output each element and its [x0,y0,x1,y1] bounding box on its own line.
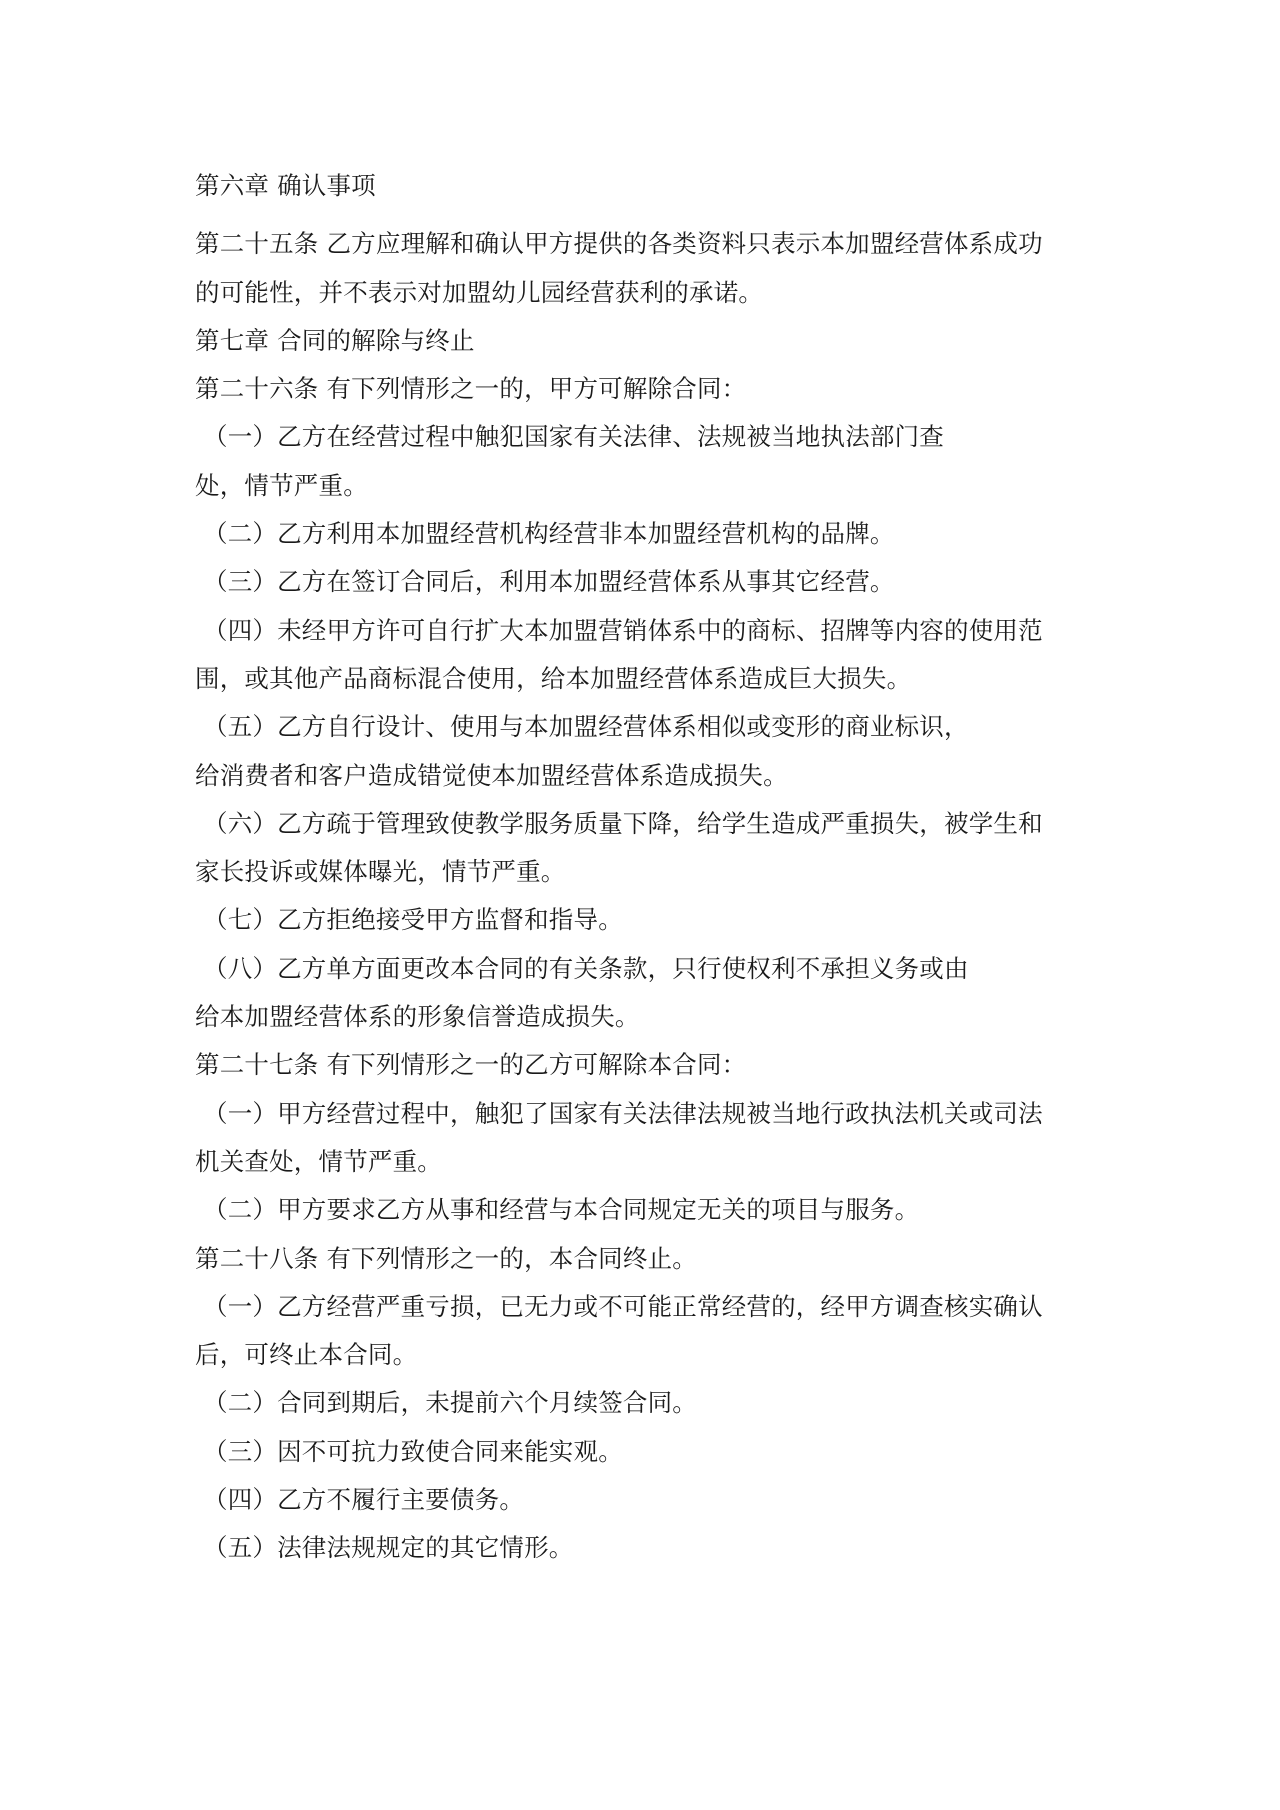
article-28-item-4: （四）乙方不履行主要债务。 [203,1485,525,1515]
article-28-item-3: （三）因不可抗力致使合同来能实观。 [203,1436,623,1466]
document-body [195,162,1100,1573]
article-26-item-6-line-2: 家长投诉或媒体曝光，情节严重。 [195,857,566,887]
article-26-item-7: （七）乙方拒绝接受甲方监督和指导。 [203,905,623,935]
article-25-line-1: 第二十五条 乙方应理解和确认甲方提供的各类资料只表示本加盟经营体系成功 [195,229,1043,259]
article-27-item-1-line-1: （一）甲方经营过程中，触犯了国家有关法律法规被当地行政执法机关或司法 [203,1098,1043,1128]
article-27-item-1-line-2: 机关查处，情节严重。 [195,1146,442,1176]
article-26-item-6-line-1: （六）乙方疏于管理致使教学服务质量下降，给学生造成严重损失，被学生和 [203,808,1043,838]
article-26-item-1-line-2: 处，情节严重。 [195,470,368,500]
article-28-heading: 第二十八条 有下列情形之一的，本合同终止。 [195,1243,697,1273]
article-26-heading: 第二十六条 有下列情形之一的，甲方可解除合同： [195,374,747,404]
article-26-item-8-line-1: （八）乙方单方面更改本合同的有关条款，只行使权利不承担义务或由 [203,953,969,983]
article-26-item-1-line-1: （一）乙方在经营过程中触犯国家有关法律、法规被当地执法部门查 [203,422,944,452]
article-27-item-2: （二）甲方要求乙方从事和经营与本合同规定无关的项目与服务。 [203,1195,920,1225]
article-28-item-1-line-1: （一）乙方经营严重亏损，已无力或不可能正常经营的，经甲方调查核实确认 [203,1291,1043,1321]
article-26-item-2: （二）乙方利用本加盟经营机构经营非本加盟经营机构的品牌。 [203,519,895,549]
article-28-item-2: （二）合同到期后，未提前六个月续签合同。 [203,1388,697,1418]
article-27-heading: 第二十七条 有下列情形之一的乙方可解除本合同： [195,1050,747,1080]
article-26-item-5-line-2: 给消费者和客户造成错觉使本加盟经营体系造成损失。 [195,760,788,790]
article-28-item-1-line-2: 后，可终止本合同。 [195,1340,418,1370]
chapter-six-heading: 第六章 确认事项 [195,171,376,200]
article-26-item-8-line-2: 给本加盟经营体系的形象信誉造成损失。 [195,1002,640,1032]
chapter-seven-heading: 第七章 合同的解除与终止 [195,325,475,355]
article-26-item-3: （三）乙方在签订合同后，利用本加盟经营体系从事其它经营。 [203,567,895,597]
article-26-item-4-line-2: 围，或其他产品商标混合使用，给本加盟经营体系造成巨大损失。 [195,663,912,693]
article-25-line-2: 的可能性，并不表示对加盟幼儿园经营获利的承诺。 [195,277,764,307]
article-26-item-5-line-1: （五）乙方自行设计、使用与本加盟经营体系相似或变形的商业标识， [203,712,969,742]
article-28-item-5: （五）法律法规规定的其它情形。 [203,1533,574,1563]
article-26-item-4-line-1: （四）未经甲方许可自行扩大本加盟营销体系中的商标、招牌等内容的使用范 [203,615,1043,645]
